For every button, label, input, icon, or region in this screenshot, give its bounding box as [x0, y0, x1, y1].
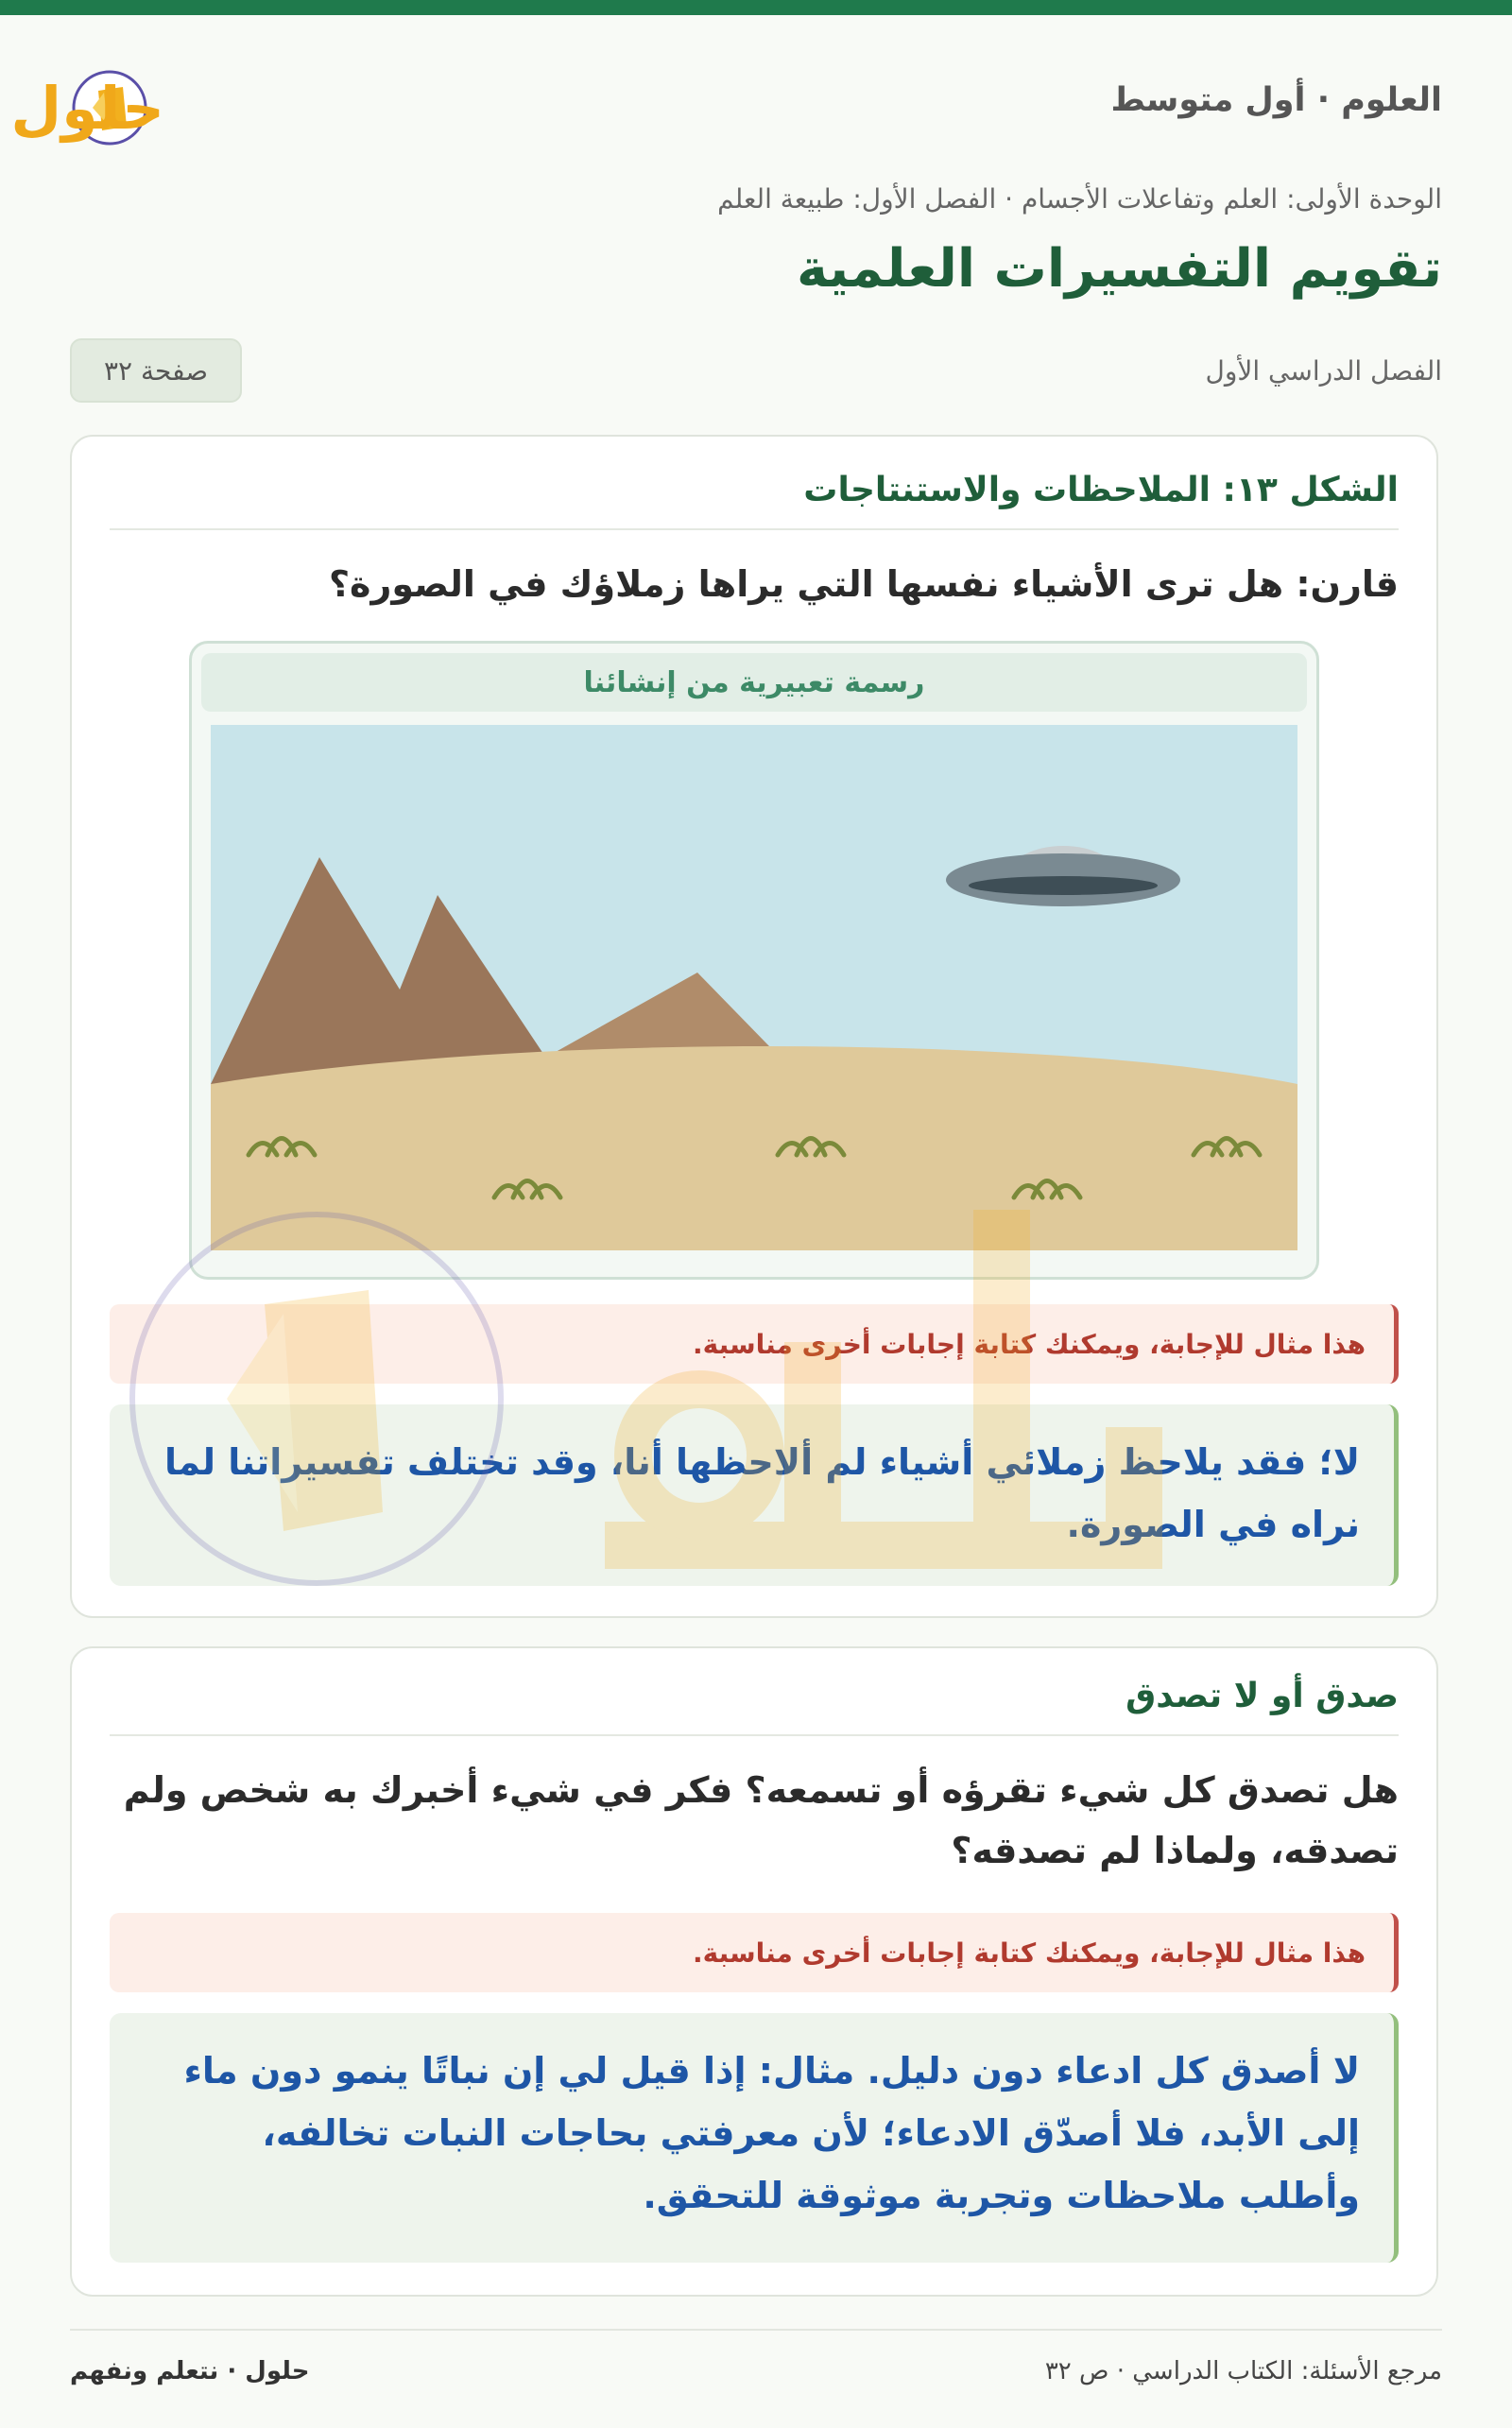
footer-divider: [70, 2329, 1442, 2331]
answer-box: لا؛ فقد يلاحظ زملائي أشياء لم ألاحظها أنا، وقد تختلف تفسيراتنا لما نراه في الصورة.: [110, 1404, 1399, 1586]
section-heading: صدق أو لا تصدق: [110, 1677, 1399, 1736]
question-text: قارن: هل ترى الأشياء نفسها التي يراها زملاؤك في الصورة؟: [328, 563, 1399, 605]
footer-brand: حلول · نتعلم ونفهم: [70, 2357, 310, 2385]
page-number-badge: صفحة ٣٢: [70, 338, 242, 403]
sand-ground: [211, 1046, 1297, 1250]
card-believe-or-not: [70, 1646, 1438, 2297]
subject-label: العلوم · أول متوسط: [1110, 81, 1442, 119]
hulul-logo[interactable]: [10, 53, 325, 157]
top-accent-bar: [0, 0, 1512, 15]
logo-wordmark: حلول: [10, 74, 164, 143]
unit-breadcrumb: الوحدة الأولى: العلم وتفاعلات الأجسام · الفصل الأول: طبيعة العلم: [717, 183, 1442, 215]
answer-box: لا أصدق كل ادعاء دون دليل. مثال: إذا قيل لي إن نباتًا ينمو دون ماء إلى الأبد، فلا أصدّق الادعاء؛ لأن معرفتي بحاجات النبات تخالفه، وأطلب ملاحظات وتجربة موثوقة للتحقق.: [110, 2013, 1399, 2263]
section-heading: الشكل ١٣: الملاحظات والاستنتاجات: [110, 471, 1399, 530]
figure-caption: رسمة تعبيرية من إنشائنا: [201, 653, 1307, 712]
card-observations: [70, 435, 1438, 1618]
semester-label: الفصل الدراسي الأول: [1205, 355, 1442, 387]
desert-ufo-illustration: [211, 725, 1297, 1250]
example-answer-note: هذا مثال للإجابة، ويمكنك كتابة إجابات أخرى مناسبة.: [110, 1913, 1399, 1992]
question-text: هل تصدق كل شيء تقرؤه أو تسمعه؟ فكر في شيء أخبرك به شخص ولم تصدقه، ولماذا لم تصدقه؟: [123, 1769, 1399, 1871]
figure-box: [189, 641, 1319, 1280]
page-header: [10, 53, 1442, 157]
page-title: تقويم التفسيرات العلمية: [797, 238, 1442, 300]
example-answer-note: هذا مثال للإجابة، ويمكنك كتابة إجابات أخرى مناسبة.: [110, 1304, 1399, 1384]
footer-reference: مرجع الأسئلة: الكتاب الدراسي · ص ٣٢: [1044, 2357, 1442, 2385]
